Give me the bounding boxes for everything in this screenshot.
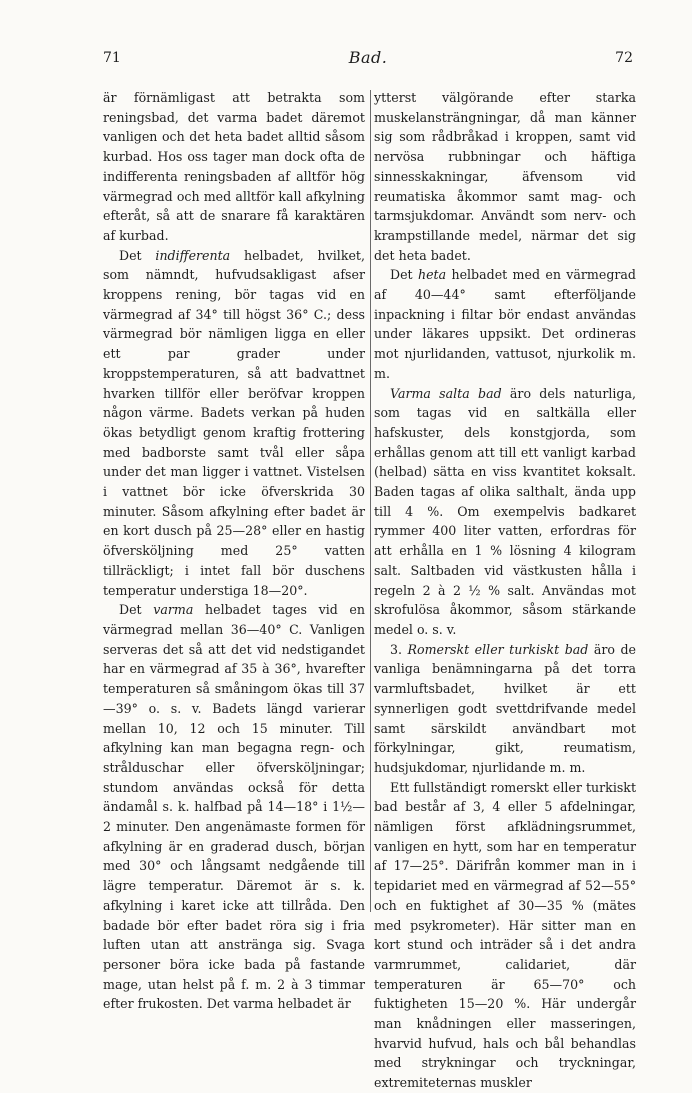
- text-run: äro dels naturliga, som tagas vid en saltkälla eller hafskuster, dels konstgjorda, som erhållas genom att till ett vanligt karbad (helbad) sätta en viss kvantitet koksalt. Baden tagas af olika salthalt, ända upp till 4 %. Om exempelvis badkaret rymmer 400 liter vatten, erfordras för att erhålla en 1 % lösning 4 kilogram salt. Saltbaden vid västkusten hålla i regeln 2 à 2 ½ % salt. Användas mot skrofulösa åkommor, såsom stärkande medel o. s. v.: [374, 385, 636, 637]
- paragraph: [374, 640, 636, 778]
- italic-term: Romerskt eller turkiskt bad: [407, 641, 589, 657]
- text-run: Det: [119, 247, 156, 263]
- text-run: ytterst välgörande efter starka muskelansträngningar, då man känner sig som rådbråkad i kroppen, samt vid nervösa rubbningar och häftiga sinnesskakningar, äfvensom vid reumatiska åkommor samt mag- och tarmsjukdomar. Användt som nerv- och krampstillande medel, närmar det sig det heta badet.: [374, 90, 636, 263]
- paragraph: [374, 265, 636, 383]
- text-run: Det: [390, 267, 418, 283]
- text-run: Ett fullständigt romerskt eller turkiskt bad består af 3, 4 eller 5 afdelningar, nämligen först afklädningsrummet, vanligen en hytt, som har en temperatur af 17—25°. Därifrån kommer man in i tepidariet med en värmegrad af 52—55° och en fuktighet af 30—35 % (mätes med psykrometer). Här sitter man en kort stund och inträder så i det andra varmrummet, calidariet, där temperaturen är 65—70° och fuktigheten 15—20 %. Här undergår man knådningen eller masseringen, hvarvid hufvud, hals och bål behandlas med strykningar och tryckningar, extremiteternas muskler: [374, 779, 636, 1091]
- paragraph: [374, 778, 636, 1093]
- text-run: 3.: [390, 641, 408, 657]
- column-divider: [370, 90, 371, 912]
- paragraph: [374, 88, 636, 265]
- text-run: är förnämligast att betrakta som reningsbad, det varma badet däremot vanligen och det heta badet alltid såsom kurbad. Hos oss tager man dock ofta de indifferenta reningsbaden af alltför hög värmegrad och med alltför kall afkylning efteråt, så att de snarare få karaktären af kurbad.: [103, 90, 365, 243]
- paragraph: [103, 600, 365, 1014]
- page-number-left: 71: [103, 50, 121, 66]
- page-number-right: 72: [615, 50, 633, 66]
- paragraph: [103, 246, 365, 601]
- running-head: Bad.: [348, 48, 388, 67]
- italic-term: heta: [417, 267, 447, 283]
- left-column: [103, 88, 365, 1014]
- italic-term: varma: [153, 602, 194, 618]
- text-run: helbadet med en värmegrad af 40—44° samt efterföljande inpackning i filtar bör endast användas under läkares uppsikt. Det ordineras mot njurlidanden, vattusot, njurkolik m. m.: [374, 267, 636, 381]
- text-run: äro de vanliga benämningarna på det torra varmluftsbadet, hvilket är ett synnerligen godt svettdrifvande medel samt särskildt användbart mot förkylningar, gikt, reumatism, hudsjukdomar, njurlidande m. m.: [374, 641, 636, 775]
- italic-term: indifferenta: [155, 247, 231, 263]
- text-run: Det: [119, 602, 154, 618]
- paragraph: [103, 88, 365, 246]
- paragraph: [374, 384, 636, 640]
- italic-term: Varma salta bad: [390, 385, 502, 401]
- text-run: helbadet tages vid en värmegrad mellan 36—40° C. Vanligen serveras det så att det vid nedstigandet har en värmegrad af 35 à 36°, hvarefter temperaturen så småningom ökas till 37—39° o. s. v. Badets längd varierar mellan 10, 12 och 15 minuter. Till afkylning kan man begagna regn- och strålduschar eller öfversköljningar; stundom användas också för detta ändamål s. k. halfbad på 14—18° i 1½—2 minuter. Den angenämaste formen för afkylning är en graderad dusch, början med 30° och långsamt nedgående till lägre temperatur. Däremot är s. k. afkylning i karet icke att tillråda. Den badade bör efter badet röra sig i fria luften utan att anstränga sig. Svaga personer böra icke bada på fastande mage, utan helst på f. m. 2 à 3 timmar efter frukosten. Det varma helbadet är: [103, 602, 365, 1012]
- right-column: [374, 88, 636, 1093]
- text-run: helbadet, hvilket, som nämndt, hufvudsakligast afser kroppens rening, bör tagas vid en värmegrad af 34° till högst 36° C.; dess värmegrad bör nämligen ligga en eller ett par grader under kroppstemperaturen, så att badvattnet hvarken tillför eller beröfvar kroppen någon värme. Badets verkan på huden ökas betydligt genom kraftig frottering med badborste samt tvål eller såpa under det man ligger i vattnet. Vistelsen i vattnet bör icke öfverskrida 30 minuter. Såsom afkylning efter badet är en kort dusch på 25—28° eller en hastig öfversköljning med 25° vatten tillräckligt; i intet fall bör duschens temperatur understiga 18—20°.: [103, 247, 365, 598]
- page-header: [103, 50, 633, 72]
- text-columns: [103, 88, 637, 1091]
